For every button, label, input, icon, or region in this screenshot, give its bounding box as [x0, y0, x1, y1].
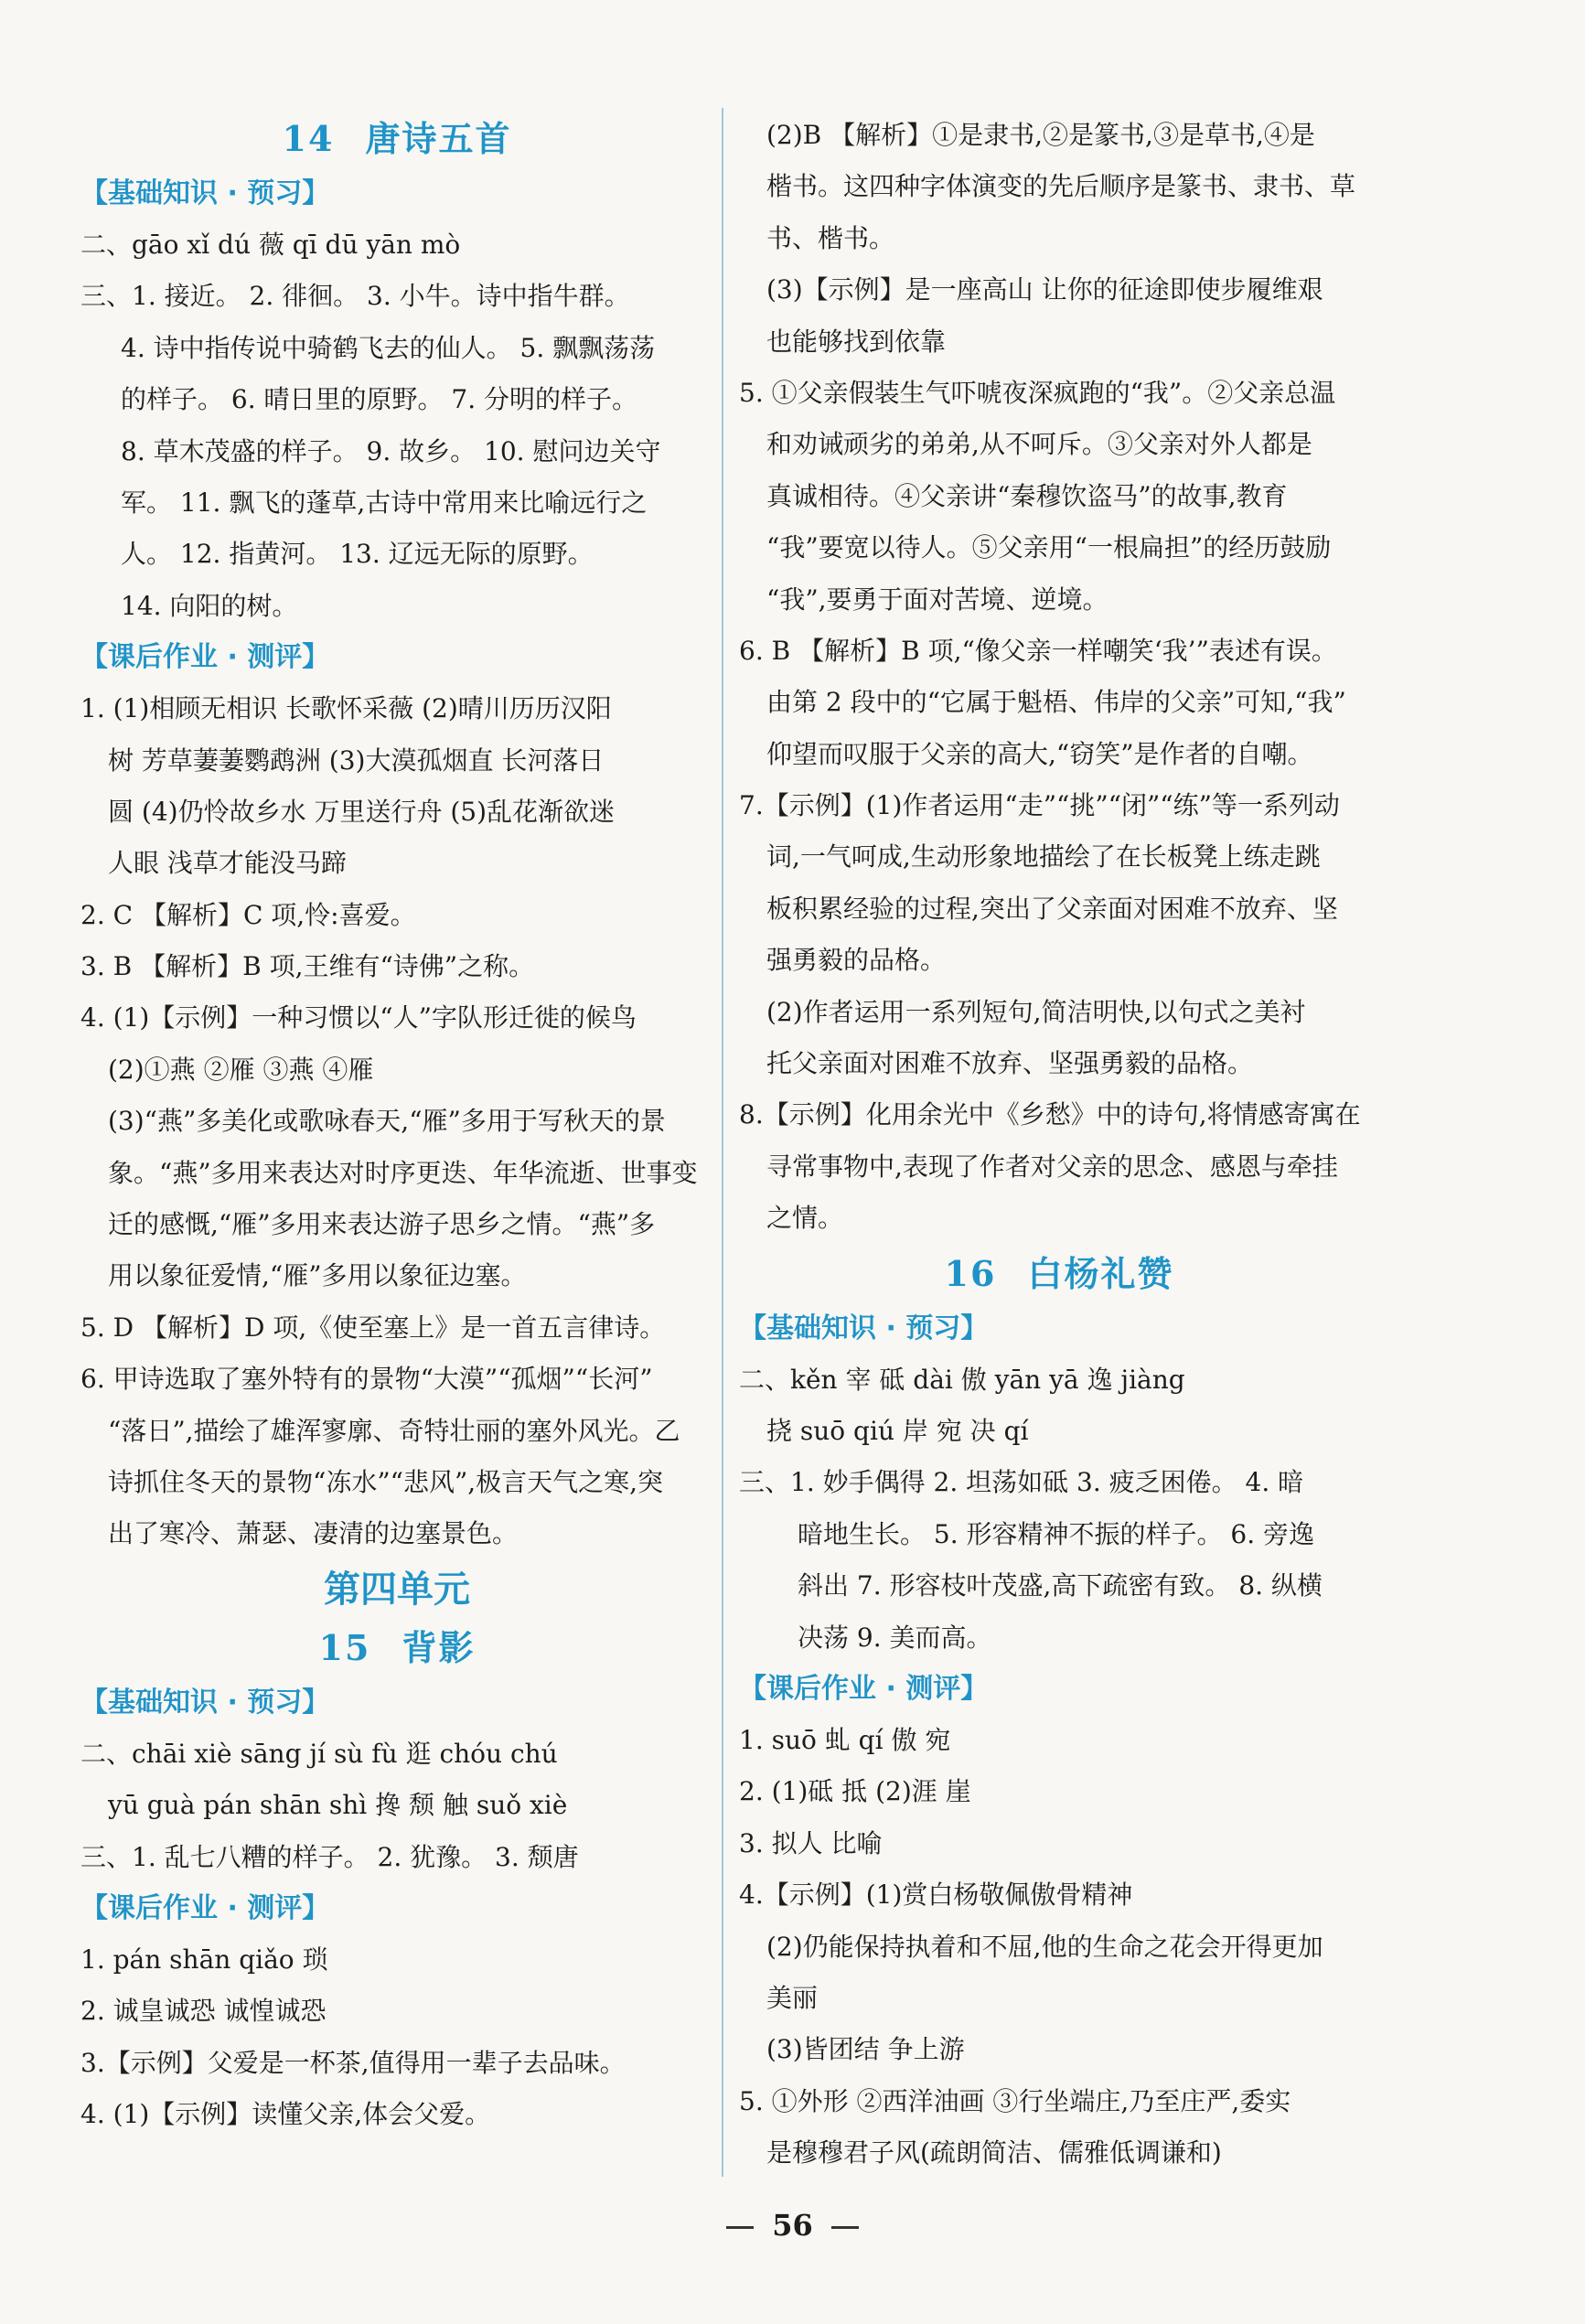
answer-line: (2)作者运用一系列短句,简洁明快,以句式之美衬 — [766, 996, 1306, 1027]
section-heading: 【基础知识 · 预习】 — [80, 177, 330, 209]
section-heading: 【课后作业 · 测评】 — [80, 641, 330, 674]
lesson-title — [80, 110, 713, 168]
lesson-name: 白杨礼赞 — [1027, 1252, 1174, 1294]
answer-line: 托父亲面对困难不放弃、坚强勇毅的品格。 — [766, 1048, 1254, 1079]
answer-line: 1. (1)相顾无相识 长歌怀采薇 (2)晴川历历汉阳 — [80, 693, 612, 724]
answer-line: 人。 12. 指黄河。 13. 辽远无际的原野。 — [121, 539, 594, 570]
answer-line: 词,一气呵成,生动形象地描绘了在长板凳上练走跳 — [766, 841, 1321, 873]
answer-line: 4. (1)【示例】一种习惯以“人”字队形迁徙的候鸟 — [80, 1002, 637, 1033]
answer-line: 象。“燕”多用来表达对时序更迭、年华流逝、世事变 — [108, 1157, 698, 1188]
answer-line: 二、kěn 宰 砥 dài 傲 yān yā 逸 jiàng — [739, 1364, 1185, 1395]
answer-line: 用以象征爱情,“雁”多用以象征边塞。 — [108, 1260, 527, 1291]
answer-line: 斜出 7. 形容枝叶茂盛,高下疏密有致。 8. 纵横 — [798, 1570, 1323, 1601]
answer-line: 三、1. 接近。 2. 徘徊。 3. 小牛。诗中指牛群。 — [80, 281, 630, 312]
answer-line: 1. pán shān qiǎo 琐 — [80, 1944, 328, 1975]
answer-line: “我”要宽以待人。⑤父亲用“一根扁担”的经历鼓励 — [766, 532, 1332, 563]
answer-line: 暗地生长。 5. 形容精神不振的样子。 6. 旁逸 — [798, 1518, 1315, 1549]
answer-line: 楷书。这四种字体演变的先后顺序是篆书、隶书、草 — [766, 171, 1356, 202]
answer-line: 2. (1)砥 抵 (2)涯 崖 — [739, 1776, 971, 1807]
answer-line: 7.【示例】(1)作者运用“走”“挑”“闭”“练”等一系列动 — [739, 790, 1340, 821]
lesson-number: 15 — [318, 1626, 371, 1668]
right-column — [739, 110, 1379, 2179]
answer-line: 4. 诗中指传说中骑鹤飞去的仙人。 5. 飘飘荡荡 — [121, 332, 656, 363]
answer-line: 6. 甲诗选取了塞外特有的景物“大漠”“孤烟”“长河” — [80, 1364, 653, 1395]
answer-line: 是穆穆君子风(疏朗简洁、儒雅低调谦和) — [766, 2137, 1222, 2169]
answer-line: (2)仍能保持执着和不屈,他的生命之花会开得更加 — [766, 1931, 1323, 1962]
lesson-number: 14 — [282, 118, 335, 159]
answer-line: 4.【示例】(1)赏白杨敬佩傲骨精神 — [739, 1880, 1133, 1911]
answer-line: 圆 (4)仍怜故乡水 万里送行舟 (5)乱花渐欲迷 — [108, 796, 616, 827]
answer-line: 寻常事物中,表现了作者对父亲的思念、感恩与牵挂 — [766, 1151, 1338, 1182]
unit-title: 第四单元 — [324, 1568, 470, 1611]
answer-line: (2)①燕 ②雁 ③燕 ④雁 — [108, 1054, 374, 1085]
answer-line: (3)【示例】是一座高山 让你的征途即使步履维艰 — [766, 274, 1323, 305]
answer-line: 决荡 9. 美而高。 — [798, 1622, 992, 1653]
answer-line: 由第 2 段中的“它属于魁梧、伟岸的父亲”可知,“我” — [766, 687, 1346, 718]
answer-line: 美丽 — [766, 1982, 819, 2013]
answer-line: 3.【示例】父爱是一杯茶,值得用一辈子去品味。 — [80, 2047, 626, 2078]
footer-dash-left — [726, 2226, 754, 2229]
answer-line: 仰望而叹服于父亲的高大,“窃笑”是作者的自嘲。 — [766, 738, 1313, 769]
lesson-title — [80, 1619, 713, 1677]
answer-line: 3. B 【解析】B 项,王维有“诗佛”之称。 — [80, 951, 535, 982]
answer-line: (3)皆团结 争上游 — [766, 2034, 965, 2065]
answer-line: 真诚相待。④父亲讲“秦穆饮盗马”的故事,教育 — [766, 480, 1288, 511]
page-footer — [0, 2208, 1585, 2243]
answer-line: 出了寒冷、萧瑟、凄清的边塞景色。 — [108, 1518, 519, 1549]
answer-line: 4. (1)【示例】读懂父亲,体会父爱。 — [80, 2099, 491, 2130]
lesson-name: 背影 — [402, 1626, 476, 1668]
answer-line: 和劝诫顽劣的弟弟,从不呵斥。③父亲对外人都是 — [766, 429, 1312, 460]
answer-line: 军。 11. 飘飞的蓬草,古诗中常用来比喻远行之 — [121, 487, 648, 518]
answer-line: 树 芳草萋萋鹦鹉洲 (3)大漠孤烟直 长河落日 — [108, 744, 605, 776]
answer-line: 2. C 【解析】C 项,怜:喜爱。 — [80, 899, 416, 930]
answer-line: 的样子。 6. 晴日里的原野。 7. 分明的样子。 — [121, 384, 638, 415]
answer-line: 人眼 浅草才能没马蹄 — [108, 848, 347, 879]
answer-line: 诗抓住冬天的景物“冻水”“悲风”,极言天气之寒,突 — [108, 1466, 664, 1497]
lesson-name: 唐诗五首 — [365, 118, 512, 159]
answer-line: 2. 诚皇诚恐 诚惶诚恐 — [80, 1996, 327, 2027]
answer-line: 二、chāi xiè sāng jí sù fù 逛 chóu chú — [80, 1738, 558, 1769]
section-heading: 【课后作业 · 测评】 — [80, 1891, 330, 1924]
section-heading: 【基础知识 · 预习】 — [739, 1312, 989, 1344]
answer-line: 5. ①外形 ②西洋油画 ③行坐端庄,乃至庄严,委实 — [739, 2085, 1291, 2116]
answer-line: 6. B 【解析】B 项,“像父亲一样嘲笑‘我’”表述有误。 — [739, 635, 1337, 666]
section-heading: 【课后作业 · 测评】 — [739, 1672, 989, 1705]
answer-line: 8. 草木茂盛的样子。 9. 故乡。 10. 慰问边关守 — [121, 435, 661, 466]
lesson-title — [739, 1245, 1379, 1303]
answer-line: 三、1. 妙手偶得 2. 坦荡如砥 3. 疲乏困倦。 4. 暗 — [739, 1467, 1304, 1498]
answer-line: “我”,要勇于面对苦境、逆境。 — [766, 584, 1108, 615]
answer-line: 5. D 【解析】D 项,《使至塞上》是一首五言律诗。 — [80, 1312, 666, 1343]
answer-line: (3)“燕”多美化或歌咏春天,“雁”多用于写秋天的景 — [108, 1106, 666, 1137]
answer-line: 二、gāo xǐ dú 薇 qī dū yān mò — [80, 230, 461, 260]
answer-line: 挠 suō qiú 岸 宛 决 qí — [766, 1415, 1029, 1446]
page-number: 56 — [772, 2208, 813, 2243]
answer-line: “落日”,描绘了雄浑寥廓、奇特壮丽的塞外风光。乙 — [108, 1415, 680, 1446]
answer-line: 书、楷书。 — [766, 222, 895, 253]
answer-line: yū guà pán shān shì 搀 颓 触 suǒ xiè — [108, 1790, 568, 1821]
footer-dash-right — [831, 2226, 859, 2229]
lesson-number: 16 — [944, 1252, 997, 1294]
section-heading: 【基础知识 · 预习】 — [80, 1686, 330, 1719]
answer-line: 迁的感慨,“雁”多用来表达游子思乡之情。“燕”多 — [108, 1209, 656, 1240]
answer-line: 板积累经验的过程,突出了父亲面对困难不放弃、坚 — [766, 893, 1338, 924]
answer-line: 8.【示例】化用余光中《乡愁》中的诗句,将情感寄寓在 — [739, 1099, 1361, 1130]
left-column — [80, 110, 713, 2141]
answer-line: 1. suō 虬 qí 傲 宛 — [739, 1724, 951, 1755]
answer-line: 3. 拟人 比喻 — [739, 1827, 883, 1858]
answer-line: 5. ①父亲假装生气吓唬夜深疯跑的“我”。②父亲总温 — [739, 377, 1336, 408]
column-divider — [722, 108, 723, 2177]
answer-line: (2)B 【解析】①是隶书,②是篆书,③是草书,④是 — [766, 120, 1315, 150]
answer-line: 14. 向阳的树。 — [121, 590, 298, 621]
answer-line: 之情。 — [766, 1203, 844, 1234]
answer-line: 三、1. 乱七八糟的样子。 2. 犹豫。 3. 颓唐 — [80, 1841, 579, 1872]
answer-line: 也能够找到依靠 — [766, 326, 947, 357]
answer-line: 强勇毅的品格。 — [766, 945, 947, 976]
